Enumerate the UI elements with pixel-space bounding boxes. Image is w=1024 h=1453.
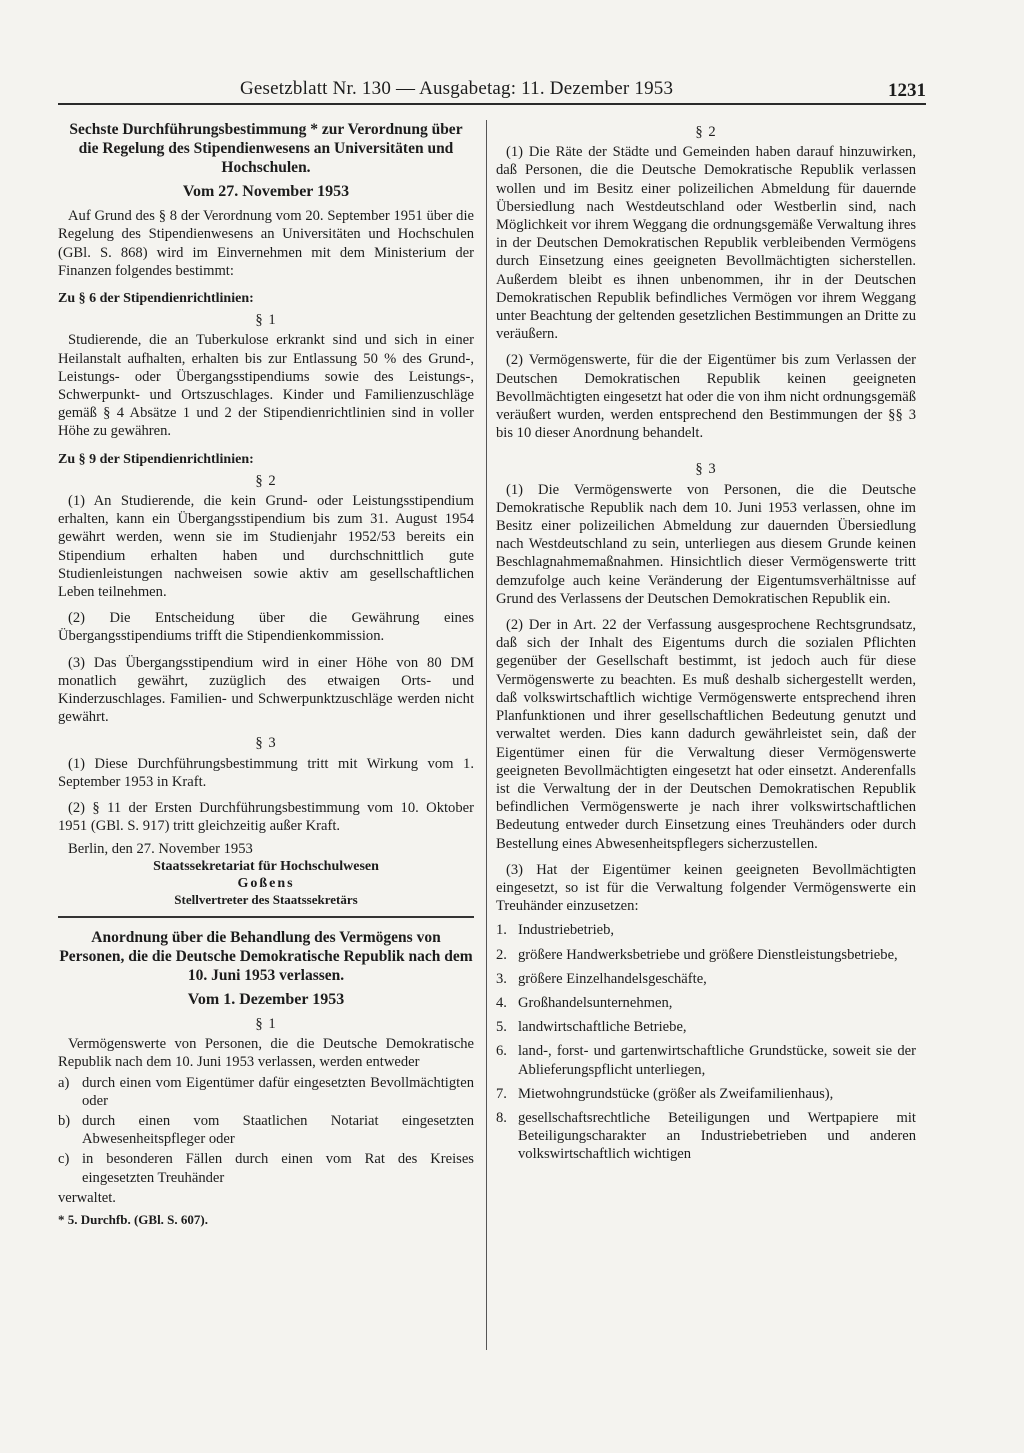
list-item: 8. gesellschaftsrechtliche Beteiligungen und Wertpapiere mit Beteiligungscharakter an Industriebetrieben und anderen volkswirtschaftlich wichtigen [496, 1109, 916, 1163]
list-item: 4. Großhandelsunternehmen, [496, 994, 673, 1011]
anordnung-section-1-end: verwaltet. [58, 1189, 116, 1206]
list-item: b) durch einen vom Staatlichen Notariat eingesetzten Abwesenheitspfleger oder [58, 1112, 474, 1148]
header-rule [58, 103, 926, 105]
section-1-text: Studierende, die an Tuberkulose erkrankt sind und sich in einer Heilanstalt aufhalten, erhalten bis zur Entlassung 50 % des Grund-, Leistungs- oder Übergangsstipendiums sowie des Leistungs-, Schwerpunkt- und Ortszuschlages. Kinder und Familienzuschläge gemäß § 4 Absätze 1 und 2 der Stipendienrichtlinien sind in voller Höhe zu gewähren. [58, 332, 474, 440]
section-3-para-1: (1) Diese Durchführungsbestimmung tritt mit Wirkung vom 1. September 1953 in Kraft. [58, 755, 474, 790]
anordnung-section-2-para-2: (2) Vermögenswerte, für die der Eigentümer bis zum Verlassen der Deutschen Demokratischen Republik keinen geeigneten Bevollmächtigten eingesetzt hat oder die von ihm nicht ordnungsgemäß veräußert wurden, werden entsprechend den Bestimmungen der §§ 3 bis 10 dieser Anordnung behandelt. [496, 352, 916, 442]
anordnung-section-3-para-3: (3) Hat der Eigentümer keinen geeigneten Bevollmächtigten eingesetzt, so ist für die Verwaltung folgender Vermögenswerte ein Treuhänder einzusetzen: [496, 861, 916, 915]
page-header [58, 78, 926, 106]
section-3-heading: § 3 [255, 735, 277, 752]
date-anordnung: Vom 1. Dezember 1953 [187, 990, 345, 1008]
anordnung-section-1-list [58, 1074, 474, 1187]
title-durchfuehrungsbestimmung: Sechste Durchführungsbestimmung * zur Verordnung über die Regelung des Stipendienwesens an Universitäten und Hochschulen. [69, 121, 463, 176]
signature-name: Goßens [237, 875, 295, 891]
anordnung-section-3-list [496, 921, 916, 1163]
date-durchfuehrungsbestimmung: Vom 27. November 1953 [182, 183, 350, 200]
anordnung-section-1-text: Vermögenswerte von Personen, die die Deutsche Demokratische Republik nach dem 10. Juni 1953 verlassen, werden entweder [58, 1036, 474, 1071]
section-3-para-2: (2) § 11 der Ersten Durchführungsbestimmung vom 10. Oktober 1951 (GBl. S. 917) tritt gleichzeitig außer Kraft. [58, 800, 474, 835]
section-2-para-2: (2) Die Entscheidung über die Gewährung eines Übergangsstipendiums trifft die Stipendienkommission. [58, 610, 474, 645]
list-item: 1. Industriebetrieb, [496, 922, 615, 939]
signature-role: Stellvertreter des Staatssekretärs [174, 891, 358, 907]
section-2-heading: § 2 [255, 472, 277, 489]
section-1-heading: § 1 [255, 312, 277, 329]
anordnung-section-2-para-1: (1) Die Räte der Städte und Gemeinden haben darauf hinzuwirken, daß Personen, die die Deutsche Demokratische Republik verlassen wollen und im Besitz einer polizeilichen Abmeldung für dauernde Übersiedlung nach Westdeutschland oder Westberlin sind, nach Möglichkeit vor ihrem Weggang die ordnungsgemäße Verwaltung ihres in der Deutschen Demokratischen Republik verbleibenden Vermögens durch Einsetzung eines geeigneten Bevollmächtigten sicherstellen. Außerdem bleibt es ihnen unbenommen, ihr in der Deutschen Demokratischen Republik befindliches Vermögen vor ihrem Weggang unter Beachtung der geltenden gesetzlichen Bestimmungen an Dritte zu veräußern. [496, 144, 916, 343]
anordnung-section-3-heading: § 3 [695, 461, 717, 478]
anordnung-section-3-para-2: (2) Der in Art. 22 der Verfassung ausgesprochene Rechtsgrundsatz, daß sich der Inhalt des Eigentums durch die sozialen Pflichten gegenüber der Gesellschaft bestimmt, ist jedoch auch für diese Vermögenswerte zu beachten. Es muß deshalb sichergestellt werden, daß volkswirtschaftlich wichtige Vermögenswerte entsprechend ihren Planfunktionen und ihrer gesellschaftlichen Bedeutung genutzt und verwaltet werden. Dies kann dadurch gewährleistet sein, daß der Eigentümer einen für die Verwaltung dieser Vermögenswerte geeigneten Bevollmächtigten eingesetzt hat oder einsetzt. Anderenfalls ist die Verwaltung der in der Deutschen Demokratischen Republik befindlichen Vermögenswerte je nach ihrer volkswirtschaftlichen Bedeutung entweder durch Einsetzung eines Treuhänders oder durch Bestellung eines Abwesenheitspflegers sicherzustellen. [496, 617, 916, 852]
section-separator [58, 916, 474, 918]
title-anordnung: Anordnung über die Behandlung des Vermögens von Personen, die die Deutsche Demokratische Republik nach dem 10. Juni 1953 verlassen. [59, 928, 473, 984]
page-number: 1231 [888, 80, 926, 101]
list-item: 2. größere Handwerksbetriebe und größere Dienstleistungsbetriebe, [496, 946, 898, 963]
signature-organization: Staatssekretariat für Hochschulwesen [153, 858, 379, 874]
list-item: 7. Mietwohngrundstücke (größer als Zweifamilienhaus), [496, 1085, 834, 1102]
footnote: * 5. Durchfb. (GBl. S. 607). [58, 1211, 208, 1227]
header-title: Gesetzblatt Nr. 130 — Ausgabetag: 11. Dezember 1953 [240, 78, 674, 99]
subheading-zu-9: Zu § 9 der Stipendienrichtlinien: [58, 451, 254, 467]
list-item: a) durch einen vom Eigentümer dafür eingesetzten Bevollmächtigten oder [58, 1074, 474, 1109]
anordnung-section-3-para-1: (1) Die Vermögenswerte von Personen, die die Deutsche Demokratische Republik nach dem 10. Juni 1953 verlassen, ohne im Besitz einer polizeilichen Abmeldung zur dauernden Übersiedlung nach Westdeutschland zu sein, unterliegen aus diesem Grunde keinen Beschlagnahmemaßnahmen. Hinsichtlich dieser Vermögenswerte tritt demzufolge auch keine Veränderung der Eigentumsverhältnisse auf Grund des Verlassens der Deutschen Demokratischen Republik ein. [496, 481, 916, 607]
anordnung-section-1-heading: § 1 [255, 1015, 277, 1032]
section-2-para-1: (1) An Studierende, die kein Grund- oder Leistungsstipendium erhalten, kann ein Übergangsstipendium bis zum 31. August 1954 gewährt werden, wenn sie im Studienjahr 1952/53 bereits ein Stipendium erhalten haben und durchschnittlich gute Studienleistungen nachweisen sowie aktiv am gesellschaftlichen Leben teilnehmen. [58, 493, 474, 601]
column-divider [486, 120, 487, 1350]
list-item: c) in besonderen Fällen durch einen vom Rat des Kreises eingesetzten Treuhänder [58, 1151, 474, 1186]
list-item: 3. größere Einzelhandelsgeschäfte, [496, 970, 707, 987]
subheading-zu-6: Zu § 6 der Stipendienrichtlinien: [58, 291, 254, 307]
list-item: 6. land-, forst- und gartenwirtschaftliche Grundstücke, soweit sie der Ablieferungspflicht unterliegen, [496, 1043, 916, 1078]
section-2-para-3: (3) Das Übergangsstipendium wird in einer Höhe von 80 DM monatlich gewährt, zuzüglich des etwaigen Orts- und Kinderzuschlages. Familien- und Schwerpunktzuschläge werden nicht gewährt. [58, 654, 474, 726]
right-column [496, 120, 916, 1170]
signature-date: Berlin, den 27. November 1953 [68, 840, 253, 857]
left-column [58, 120, 474, 1229]
list-item: 5. landwirtschaftliche Betriebe, [496, 1019, 687, 1036]
intro-paragraph: Auf Grund des § 8 der Verordnung vom 20. September 1951 über die Regelung des Stipendienwesens an Universitäten und Hochschulen (GBl. S. 868) wird im Einvernehmen mit dem Ministerium der Finanzen folgendes bestimmt: [58, 208, 474, 279]
anordnung-section-2-heading: § 2 [695, 124, 717, 140]
